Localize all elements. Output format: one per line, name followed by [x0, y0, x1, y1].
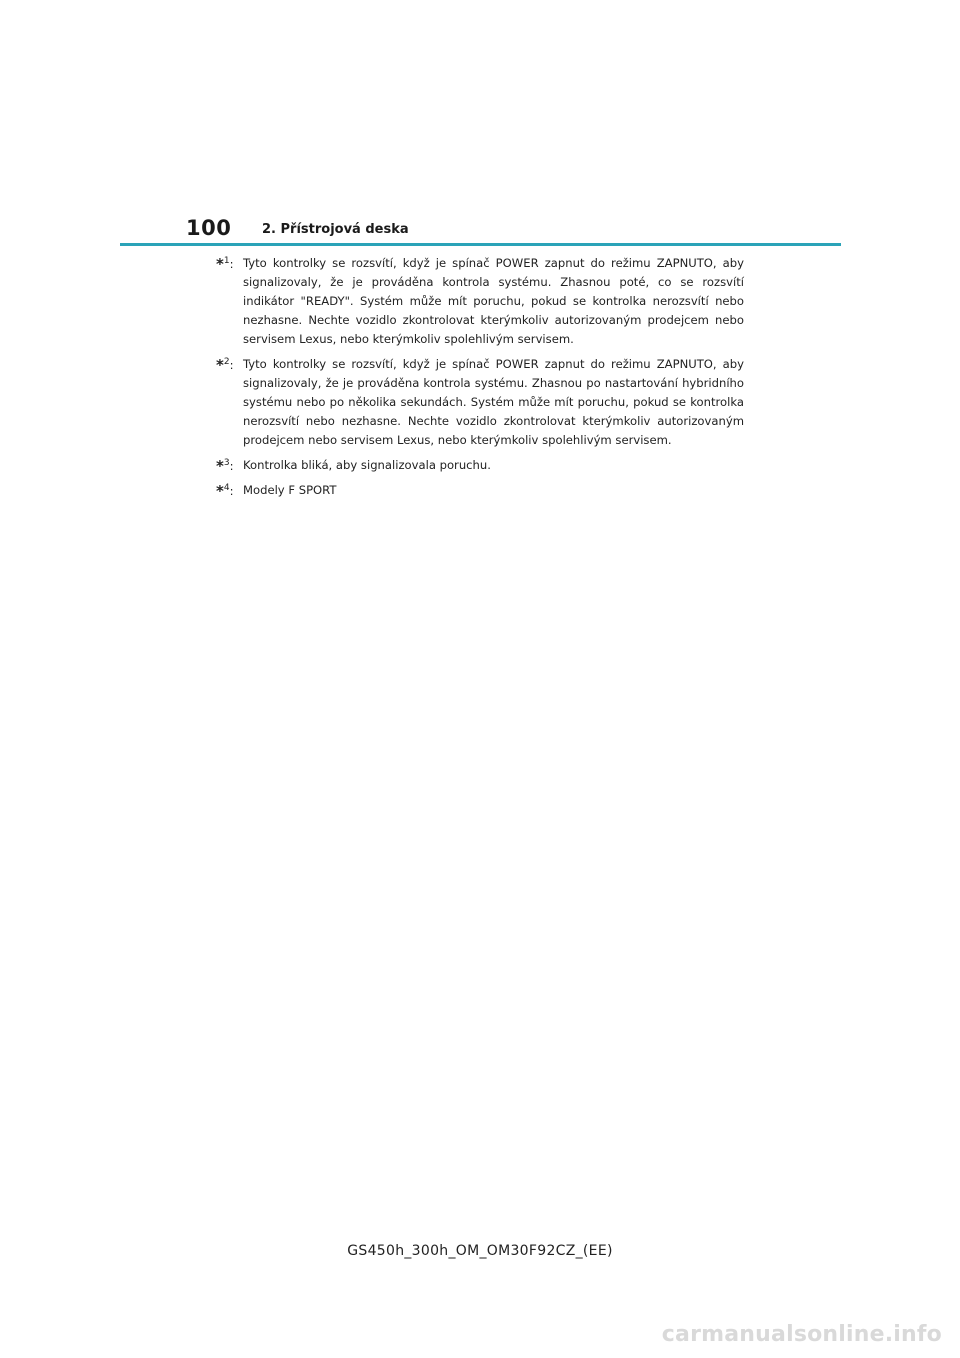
- footnote-separator: :: [229, 484, 234, 498]
- footnote-number: 1: [223, 256, 230, 266]
- footnote-asterisk: *: [216, 255, 224, 273]
- footnote-number: 2: [223, 357, 230, 367]
- header-divider: [120, 243, 841, 246]
- section-title: 2. Přístrojová deska: [262, 222, 409, 237]
- footnote-text: Tyto kontrolky se rozsvítí, když je spínač POWER zapnut do režimu ZAPNUTO, aby signalizovaly, že je prováděna kontrola systému. Zhasnou poté, co se rozsvítí indikátor "READY". Systém může mít poruchu, pokud se kontrolka nerozsvítí nebo nezhasne. Nechte vozidlo zkontrolovat kterýmkoliv autorizovaným prodejcem nebo servisem Lexus, nebo kterýmkoliv spolehlivým servisem.: [243, 256, 744, 346]
- footnote-marker: [216, 456, 234, 478]
- footnote-marker: [216, 355, 234, 377]
- footnote-number: 3: [223, 458, 230, 468]
- footnote-item: [216, 254, 744, 349]
- footnote-text: Modely F SPORT: [243, 483, 337, 497]
- document-code: GS450h_300h_OM_OM30F92CZ_(EE): [347, 1243, 613, 1259]
- footnote-text: Tyto kontrolky se rozsvítí, když je spínač POWER zapnut do režimu ZAPNUTO, aby signalizovaly, že je prováděna kontrola systému. Zhasnou po nastartování hybridního systému nebo po několika sekundách. Systém může mít poruchu, pokud se kontrolka nerozsvítí nebo nezhasne. Nechte vozidlo zkontrolovat kterýmkoliv autorizovaným prodejcem nebo servisem Lexus, nebo kterýmkoliv spolehlivým servisem.: [243, 357, 744, 447]
- footnote-item: [216, 456, 744, 475]
- footnote-item: [216, 355, 744, 450]
- footnote-asterisk: *: [216, 482, 224, 500]
- footnote-text: Kontrolka bliká, aby signalizovala poruchu.: [243, 458, 491, 472]
- footnote-item: [216, 481, 744, 500]
- footnote-separator: :: [229, 257, 234, 271]
- footnote-number: 4: [223, 483, 230, 493]
- footnote-separator: :: [229, 459, 234, 473]
- watermark-text: carmanualsonline.info: [661, 1322, 942, 1347]
- footnote-asterisk: *: [216, 356, 224, 374]
- page-number: 100: [186, 216, 232, 240]
- footnote-marker: [216, 254, 234, 276]
- footnote-marker: [216, 481, 234, 503]
- footnote-list: [216, 254, 744, 506]
- footnote-separator: :: [229, 358, 234, 372]
- footnote-asterisk: *: [216, 457, 224, 475]
